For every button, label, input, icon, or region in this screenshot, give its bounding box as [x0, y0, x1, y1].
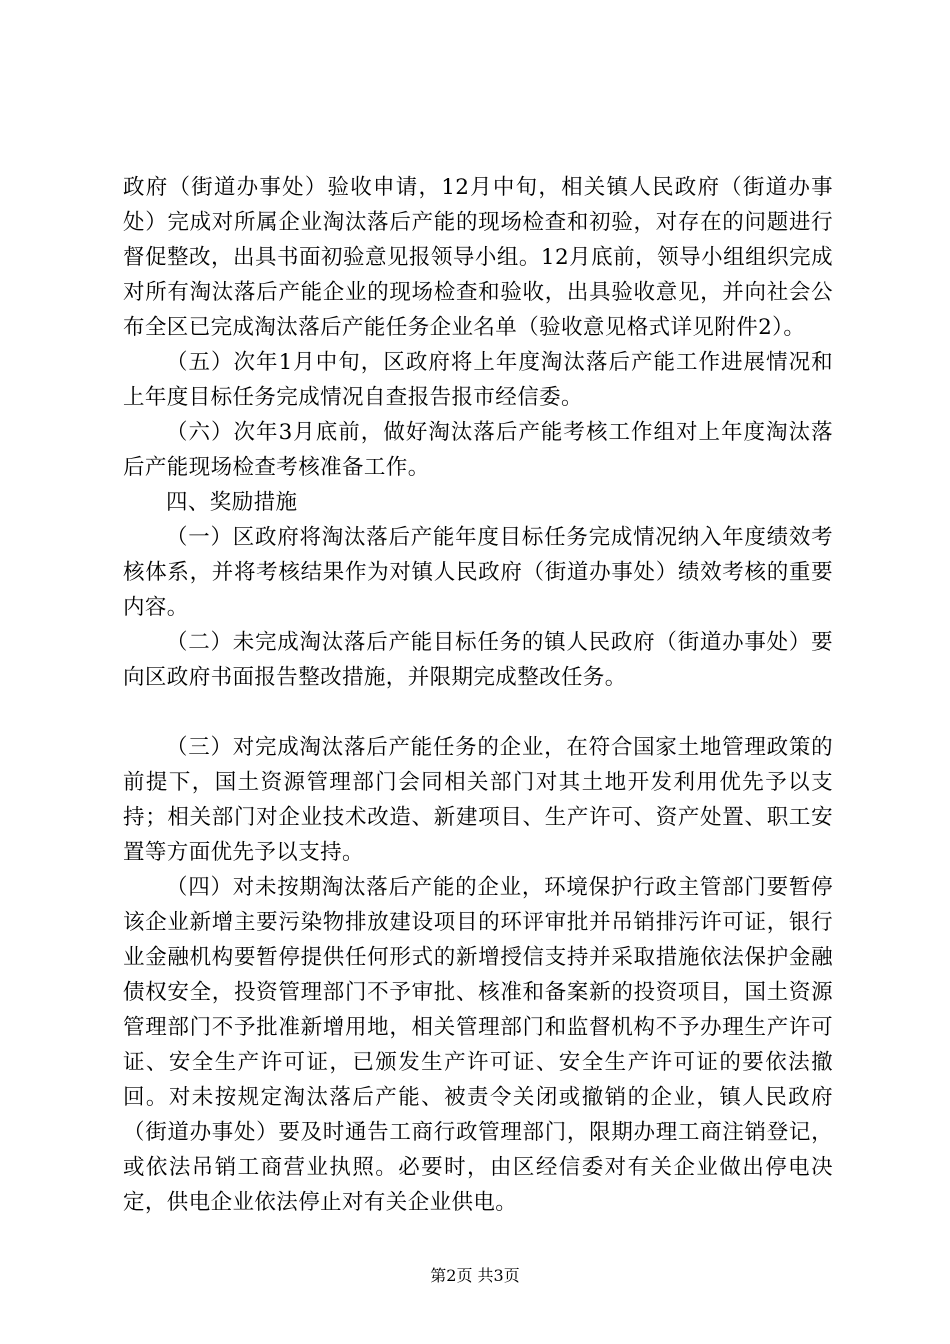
paragraph-reward-4: （四）对未按期淘汰落后产能的企业，环境保护行政主管部门要暂停该企业新增主要污染物排放建设项目的环评审批并吊销排污许可证，银行业金融机构要暂停提供任何形式的新增授信支持并采取措施依法保护金融债权安全，投资管理部门不予审批、核准和备案新的投资项目，国土资源管理部门不予批准新增用地，相关管理部门和监督机构不予办理生产许可证、安全生产许可证，已颁发生产许可证、安全生产许可证的要依法撤回。对未按规定淘汰落后产能、被责令关闭或撤销的企业，镇人民政府（街道办事处）要及时通告工商行政管理部门，限期办理工商注销登记，或依法吊销工商营业执照。必要时，由区经信委对有关企业做出停电决定，供电企业依法停止对有关企业供电。 [123, 875, 833, 1215]
section-heading-rewards: 四、奖励措施 [166, 490, 298, 515]
paragraph-reward-3: （三）对完成淘汰落后产能任务的企业，在符合国家土地管理政策的前提下，国土资源管理部门会同相关部门对其土地开发利用优先予以支持；相关部门对企业技术改造、新建项目、生产许可、资产处置、职工安置等方面优先予以支持。 [123, 735, 833, 865]
paragraph-reward-2: （二）未完成淘汰落后产能目标任务的镇人民政府（街道办事处）要向区政府书面报告整改措施，并限期完成整改任务。 [123, 630, 833, 690]
paragraph-reward-1: （一）区政府将淘汰落后产能年度目标任务完成情况纳入年度绩效考核体系，并将考核结果作为对镇人民政府（街道办事处）绩效考核的重要内容。 [123, 525, 833, 620]
paragraph-item-6: （六）次年3月底前，做好淘汰落后产能考核工作组对上年度淘汰落后产能现场检查考核准备工作。 [123, 420, 833, 480]
paragraph-continuation: 政府（街道办事处）验收申请，12月中旬，相关镇人民政府（街道办事处）完成对所属企业淘汰落后产能的现场检查和初验，对存在的问题进行督促整改，出具书面初验意见报领导小组。12月底前，领导小组组织完成对所有淘汰落后产能企业的现场检查和验收，出具验收意见，并向社会公布全区已完成淘汰落后产能任务企业名单（验收意见格式详见附件2）。 [123, 175, 833, 340]
document-body [123, 170, 833, 1220]
paragraph-item-5: （五）次年1月中旬，区政府将上年度淘汰落后产能工作进展情况和上年度目标任务完成情况自查报告报市经信委。 [123, 350, 833, 410]
page-number-footer: 第2页 共3页 [430, 1266, 520, 1285]
